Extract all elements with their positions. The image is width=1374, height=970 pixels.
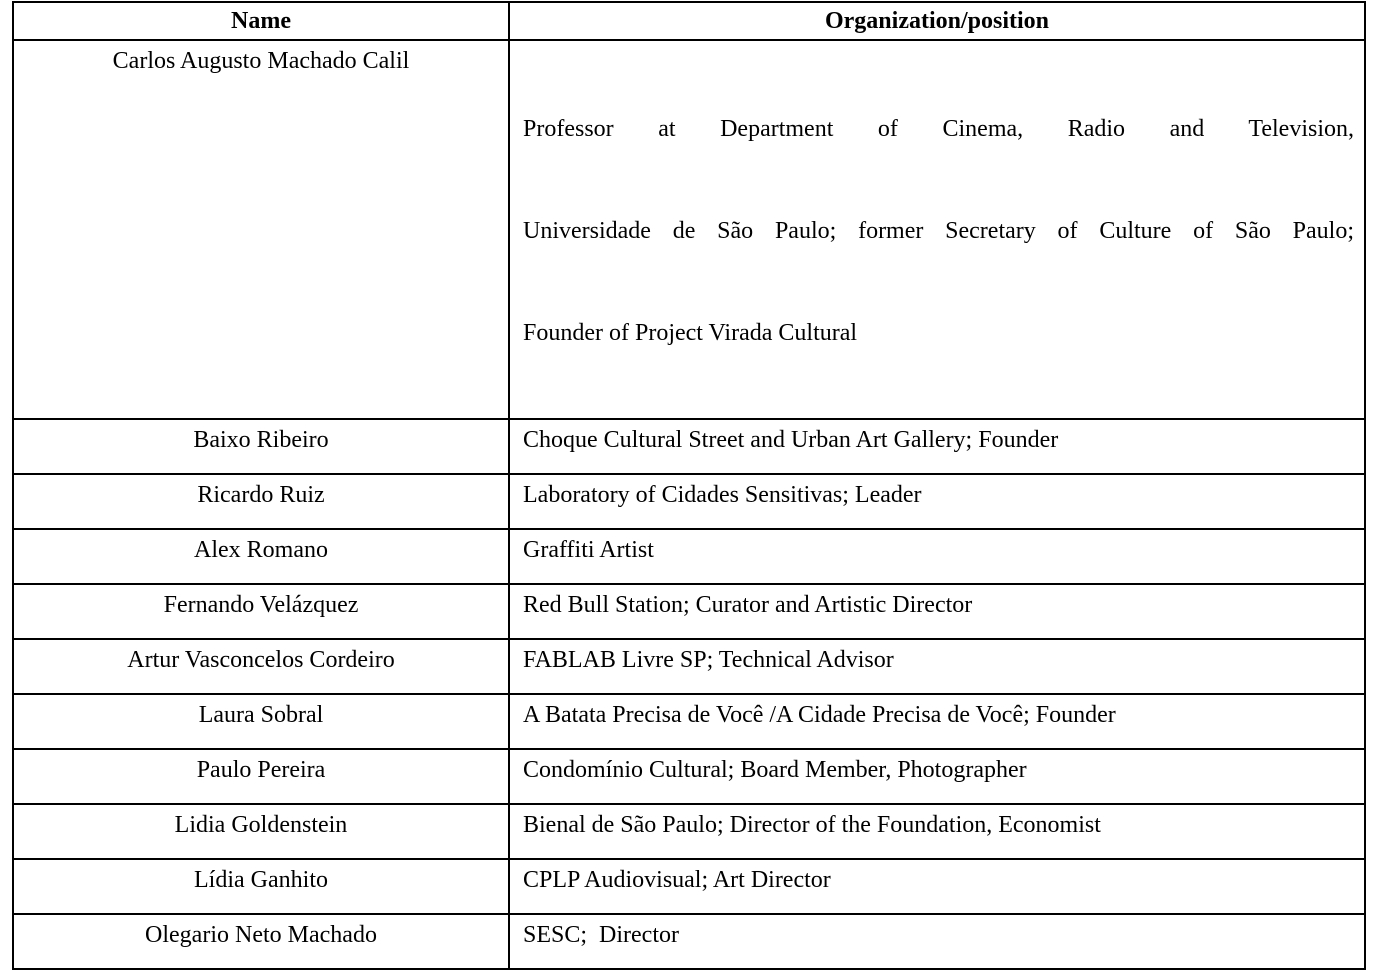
name-cell: Lidia Goldenstein — [13, 804, 509, 859]
name-cell: Lídia Ganhito — [13, 859, 509, 914]
table-row — [13, 40, 1365, 419]
name-cell: Laura Sobral — [13, 694, 509, 749]
organization-cell: Bienal de São Paulo; Director of the Foundation, Economist — [509, 804, 1365, 859]
table-row — [13, 749, 1365, 804]
organization-cell: CPLP Audiovisual; Art Director — [509, 859, 1365, 914]
organization-cell: SESC; Director — [509, 914, 1365, 969]
table-row — [13, 639, 1365, 694]
name-cell: Carlos Augusto Machado Calil — [13, 40, 509, 419]
name-cell: Fernando Velázquez — [13, 584, 509, 639]
table-row — [13, 859, 1365, 914]
name-cell: Baixo Ribeiro — [13, 419, 509, 474]
name-cell: Paulo Pereira — [13, 749, 509, 804]
participants-table — [12, 1, 1366, 970]
table-header-row — [13, 2, 1365, 40]
organization-cell: Red Bull Station; Curator and Artistic Director — [509, 584, 1365, 639]
table-row — [13, 694, 1365, 749]
organization-text-line: Universidade de São Paulo; former Secretary of Culture of São Paulo; — [523, 218, 1354, 244]
column-header-name: Name — [13, 2, 509, 40]
organization-cell — [509, 40, 1365, 419]
organization-cell: Graffiti Artist — [509, 529, 1365, 584]
organization-text-line: Professor at Department of Cinema, Radio and Television, — [523, 116, 1354, 142]
table-row — [13, 804, 1365, 859]
organization-text-line: Founder of Project Virada Cultural — [523, 320, 858, 346]
column-header-organization: Organization/position — [509, 2, 1365, 40]
organization-cell: A Batata Precisa de Você /A Cidade Precisa de Você; Founder — [509, 694, 1365, 749]
name-cell: Artur Vasconcelos Cordeiro — [13, 639, 509, 694]
organization-cell: Laboratory of Cidades Sensitivas; Leader — [509, 474, 1365, 529]
organization-cell: Condomínio Cultural; Board Member, Photographer — [509, 749, 1365, 804]
organization-cell: FABLAB Livre SP; Technical Advisor — [509, 639, 1365, 694]
table-row — [13, 419, 1365, 474]
table-row — [13, 529, 1365, 584]
table-row — [13, 914, 1365, 969]
table-row — [13, 474, 1365, 529]
table-row — [13, 584, 1365, 639]
organization-cell: Choque Cultural Street and Urban Art Gallery; Founder — [509, 419, 1365, 474]
name-cell: Ricardo Ruiz — [13, 474, 509, 529]
name-cell: Olegario Neto Machado — [13, 914, 509, 969]
name-cell: Alex Romano — [13, 529, 509, 584]
